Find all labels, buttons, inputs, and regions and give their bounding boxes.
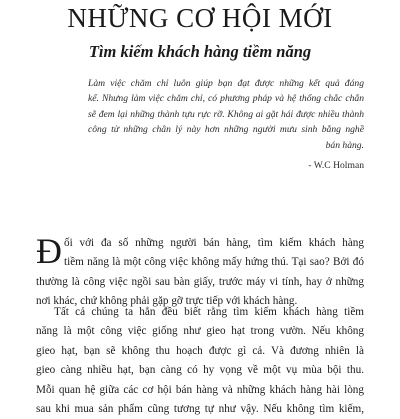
paragraph-line: năng là một công việc giống như gieo hạt trong vườn. Nếu không bbox=[36, 325, 364, 338]
chapter-title: NHỮNG CƠ HỘI MỚI bbox=[67, 3, 333, 33]
body-paragraph-2 bbox=[36, 303, 364, 419]
epigraph-attribution: - W.C Holman bbox=[308, 160, 364, 171]
epigraph-line: công từ những chân lý này hơn những người mưu sinh bằng nghề bbox=[88, 124, 364, 136]
epigraph-line: kể. Nhưng làm việc chăm chỉ, có phương pháp và hệ thống chắc chắn bbox=[88, 93, 364, 105]
epigraph-quote bbox=[88, 76, 364, 153]
body-paragraph-1 bbox=[36, 231, 364, 312]
paragraph-line: ối với đa số những người bán hàng, tìm kiếm khách hàng bbox=[64, 237, 364, 249]
paragraph-line: gieo hạt, bạn sẽ không thu hoạch được gì cả. Và đương nhiên là bbox=[36, 344, 364, 357]
paragraph-line: tiềm năng là một công việc không mấy hứng thú. Tại sao? Bởi đó bbox=[64, 256, 364, 269]
epigraph-line: bán hàng. bbox=[325, 139, 364, 151]
paragraph-line: nơi khác, chứ không phải gặp gỡ trực tiếp với khách hàng. bbox=[36, 295, 298, 308]
paragraph-line: thường là công việc ngồi sau bàn giấy, trước máy vi tính, hay ở những bbox=[36, 275, 364, 288]
epigraph-line: sẽ đem lại những thành tựu rực rỡ. Không ai gặt hái được nhiều thành bbox=[88, 108, 364, 120]
drop-cap: Đ bbox=[36, 231, 62, 271]
chapter-subtitle: Tìm kiếm khách hàng tiềm năng bbox=[88, 42, 312, 61]
epigraph-line: Làm việc chăm chỉ luôn giúp bạn đạt được những kết quả đáng bbox=[88, 78, 364, 89]
paragraph-line: sau khi mua sản phẩm cũng tương tự như vậy. Nếu không tìm kiếm, bbox=[36, 403, 364, 416]
paragraph-line: Mỗi quan hệ giữa các cơ hội bán hàng và những khách hàng hài lòng bbox=[36, 383, 364, 396]
paragraph-line: Tất cả chúng ta hẳn đều biết rằng tìm kiếm khách hàng tiềm bbox=[54, 306, 364, 318]
paragraph-line: gieo càng nhiều hạt, bạn càng có hy vọng về một vụ mùa bội thu. bbox=[36, 364, 364, 377]
